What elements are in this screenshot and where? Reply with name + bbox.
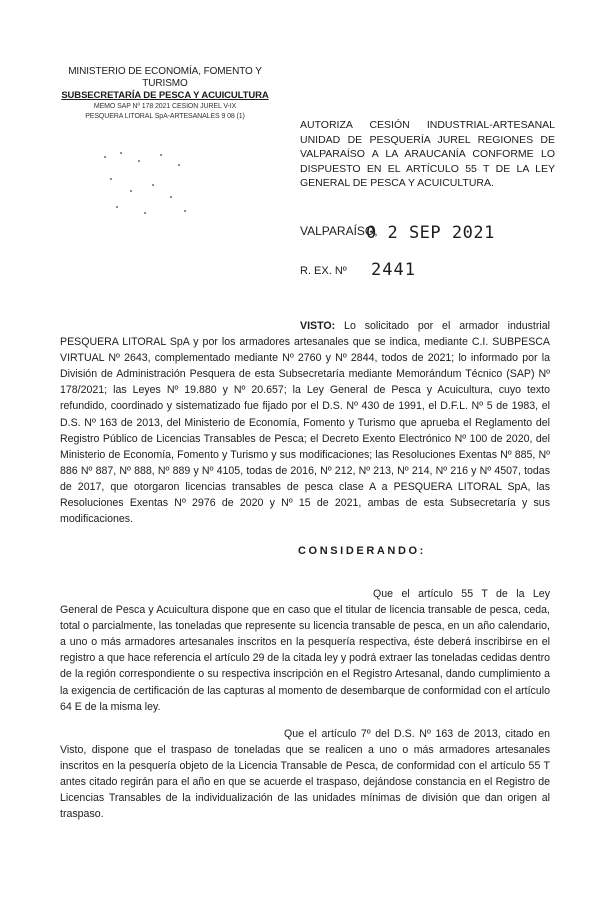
memo-reference: MEMO SAP Nº 178 2021 CESION JUREL V-IX <box>93 103 237 110</box>
visto-label: VISTO: <box>300 320 336 332</box>
subsecretaria-name: SUBSECRETARÍA DE PESCA Y ACUICULTURA <box>61 90 269 101</box>
visto-paragraph <box>60 318 550 527</box>
considerando-paragraph-1: Que el artículo 55 T de la Ley General de Pesca y Acuicultura dispone que en caso que el titular de licencia transable de pesca, ceda, total o parcialmente, las toneladas que represente su licencia transable de pesca, en un año calendario, a uno o más armadores artesanales inscritos en la pesquería respectiva, éste deberá inscribirse en el registro a que hace referencia el artículo 29 de la citada ley y podrá extraer las toneladas cedidas dentro de la región correspondiente o su respectiva inscripción en el Registro Artesanal, dando cumplimiento a la exigencia de certificación de las capturas al momento de desembarque de conformidad con el artículo 64 E de la misma ley. <box>60 588 550 713</box>
considerando-paragraph-2: Que el artículo 7º del D.S. Nº 163 de 2013, citado en Visto, dispone que el traspaso de toneladas que se realicen a uno o más armadores artesanales inscritos en la pesquería objeto de la Licencia Transable de Pesca, de conformidad con el artículo 55 T antes citado regirán para el año en que se acuerde el traspaso, dejándose constancia en el Registro de Licencias Transables de la individualización de las unidades mínimas de división que dan origen al traspaso. <box>60 728 550 821</box>
letterhead <box>50 66 280 122</box>
stamp-residue <box>100 150 190 220</box>
resolution-label: R. EX. Nº <box>300 265 347 277</box>
visto-text: Lo solicitado por el armador industrial PESQUERA LITORAL SpA y por los armadores artesanales que se indica, mediante C.I. SUBPESCA VIRTUAL Nº 2643, complementado mediante Nº 2760 y Nº 2844, todos de 2021; lo informado por la División de Administración Pesquera de esta Subsecretaría mediante Memorándum Técnico (SAP) Nº 178/2021; las Leyes Nº 19.880 y Nº 20.657; la Ley General de Pesca y Acuicultura, cuyo texto refundido, coordinado y sistematizado fue fijado por el D.S. Nº 430 de 1991, el D.F.L. Nº 5 de 1983, el D.S. Nº 163 de 2013, del Ministerio de Economía, Fomento y Turismo que aprueba el Reglamento del Registro Público de Licencias Transables de Pesca; el Decreto Exento Electrónico Nº 100 de 2020, del Ministerio de Economía, Fomento y Turismo y sus modificaciones; las Resoluciones Exentas Nº 885, Nº 886 Nº 887, Nº 888, Nº 889 y Nº 4105, todas de 2016, Nº 212, Nº 213, Nº 214, Nº 216 y Nº 4507, todas de 2017, que otorgaron licencias transables de pesca clase A a PESQUERA LITORAL SpA, las Resoluciones Exentas Nº 2976 de 2020 y Nº 15 de 2021, ambas de esta Subsecretaría y sus modificaciones. <box>60 320 550 526</box>
resolution-subject: AUTORIZA CESIÓN INDUSTRIAL-ARTESANAL UNIDAD DE PESQUERÍA JUREL REGIONES DE VALPARAÍSO A LA ARAUCANÍA CONFORME LO DISPUESTO EN EL ARTÍCULO 55 T DE LA LEY GENERAL DE PESCA Y ACUICULTURA. <box>300 119 555 189</box>
file-reference: PESQUERA LITORAL SpA-ARTESANALES 9 08 (1) <box>85 113 245 120</box>
date-stamp: 0 2 SEP 2021 <box>366 223 495 243</box>
resolution-number: 2441 <box>371 260 416 280</box>
ministry-name: MINISTERIO DE ECONOMÍA, FOMENTO Y TURISMO <box>68 66 262 89</box>
place-label: VALPARAÍSO, <box>300 224 378 238</box>
considerando-heading: CONSIDERANDO: <box>298 545 426 557</box>
